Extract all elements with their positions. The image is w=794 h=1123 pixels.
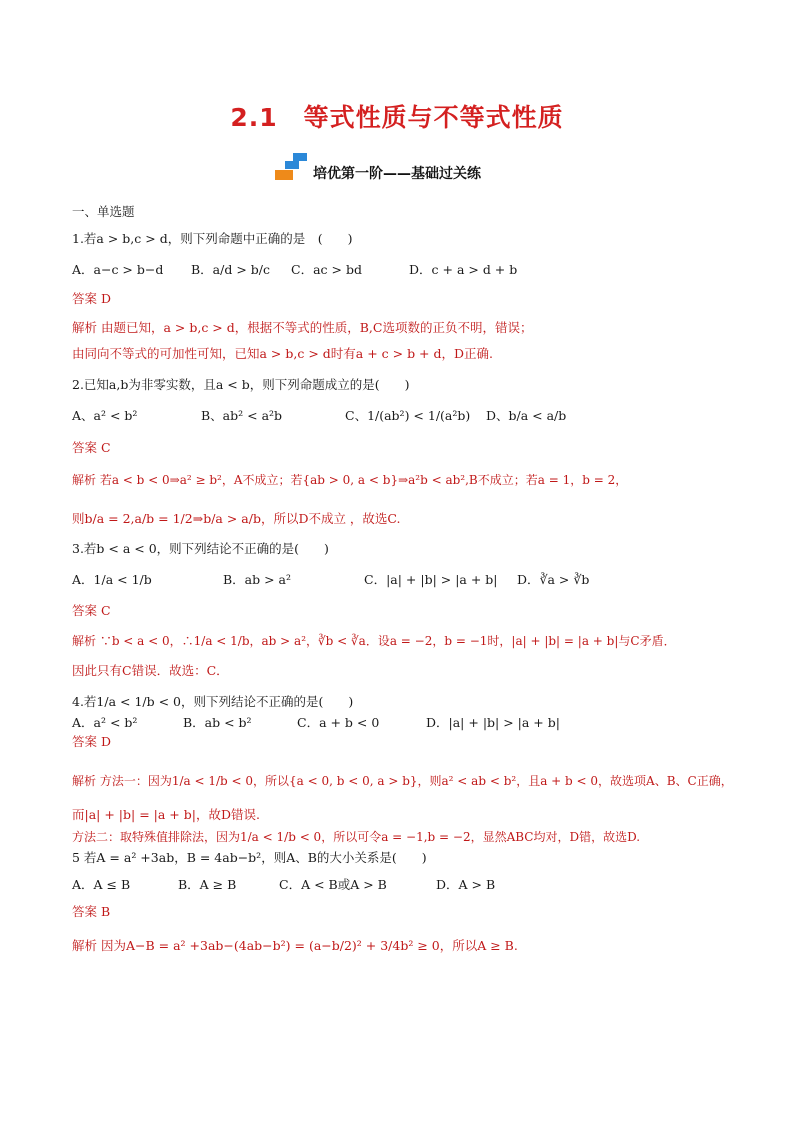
- q3-analysis-line-2: 因此只有C错误．故选：C．: [72, 663, 229, 678]
- q4-analysis-line-3: 方法二：取特殊值排除法，因为1/a < 1/b < 0，所以可令a = −1,b = −2，显然ABC均对，D错，故选D.: [72, 830, 641, 844]
- q4-option-d: D．|a| + |b| > |a + b|: [426, 715, 560, 730]
- q2-analysis-line-2: 则b/a = 2,a/b = 1/2⇒b/a > a/b，所以D不成立 ，故选C.: [72, 511, 401, 526]
- question-2-stem: 2.已知a,b为非零实数，且a < b，则下列命题成立的是( ): [72, 377, 410, 392]
- q2-option-c: C、1/(ab²) < 1/(a²b): [345, 408, 471, 423]
- q3-option-b: B．ab > a²: [223, 572, 292, 587]
- question-4-stem: 4.若1/a < 1/b < 0，则下列结论不正确的是( ): [72, 694, 354, 709]
- q1-option-b: B．a/d > b/c: [191, 262, 270, 277]
- q3-option-c: C．|a| + |b| > |a + b|: [364, 572, 498, 587]
- q5-answer: 答案 B: [72, 904, 111, 919]
- q3-option-a: A．1/a < 1/b: [72, 572, 152, 587]
- stairs-logo-icon: [275, 152, 311, 184]
- q5-option-d: D．A > B: [436, 877, 496, 892]
- section-heading: 一、单选题: [72, 204, 135, 219]
- q2-answer: 答案 C: [72, 440, 111, 455]
- q2-option-b: B、ab² < a²b: [201, 408, 283, 423]
- q3-option-d: D．∛a > ∛b: [517, 572, 590, 587]
- q2-analysis-line-1: 解析 若a < b < 0⇒a² ≥ b²，A不成立；若{ab > 0, a < b}⇒a²b < ab²,B不成立；若a = 1，b = 2，: [72, 473, 628, 487]
- q1-option-a: A．a−c > b−d: [72, 262, 164, 277]
- q4-analysis-line-2: 而|a| + |b| = |a + b|，故D错误.: [72, 807, 260, 822]
- q1-analysis-line-2: 由同向不等式的可加性可知，已知a > b,c > d时有a + c > b + d，D正确.: [72, 346, 493, 361]
- q3-answer: 答案 C: [72, 603, 111, 618]
- question-5-stem: 5 若A = a² +3ab，B = 4ab−b²，则A、B的大小关系是( ): [72, 850, 427, 865]
- question-1-stem: 1.若a > b,c > d，则下列命题中正确的是 ( ): [72, 231, 353, 246]
- q1-analysis-line-1: 解析 由题已知，a > b,c > d，根据不等式的性质，B,C选项数的正负不明，错误；: [72, 320, 533, 335]
- q4-option-a: A．a² < b²: [72, 715, 138, 730]
- q4-option-b: B．ab < b²: [183, 715, 252, 730]
- q1-answer: 答案 D: [72, 291, 111, 306]
- page-title: 2.1 等式性质与不等式性质: [230, 103, 564, 132]
- q2-option-d: D、b/a < a/b: [486, 408, 567, 423]
- q1-option-d: D．c + a > d + b: [409, 262, 518, 277]
- q5-option-b: B．A ≥ B: [178, 877, 237, 892]
- q4-answer: 答案 D: [72, 734, 111, 749]
- question-3-stem: 3.若b < a < 0，则下列结论不正确的是( ): [72, 541, 329, 556]
- q3-analysis-line-1: 解析 ∵b < a < 0，∴1/a < 1/b，ab > a²，∛b < ∛a．设a = −2，b = −1时，|a| + |b| = |a + b|与C矛盾．: [72, 634, 676, 648]
- q1-option-c: C．ac > bd: [291, 262, 362, 277]
- q2-option-a: A、a² < b²: [72, 408, 138, 423]
- q5-option-a: A．A ≤ B: [72, 877, 131, 892]
- q5-option-c: C．A < B或A > B: [279, 877, 387, 892]
- q4-analysis-line-1: 解析 方法一：因为1/a < 1/b < 0，所以{a < 0, b < 0, a > b}，则a² < ab < b²，且a + b < 0，故选项A、B、C正确，: [72, 774, 733, 788]
- q5-analysis-line-1: 解析 因为A−B = a² +3ab−(4ab−b²) = (a−b/2)² + 3/4b² ≥ 0，所以A ≥ B.: [72, 938, 518, 953]
- subtitle: 培优第一阶——基础过关练: [313, 166, 481, 182]
- q4-option-c: C．a + b < 0: [297, 715, 380, 730]
